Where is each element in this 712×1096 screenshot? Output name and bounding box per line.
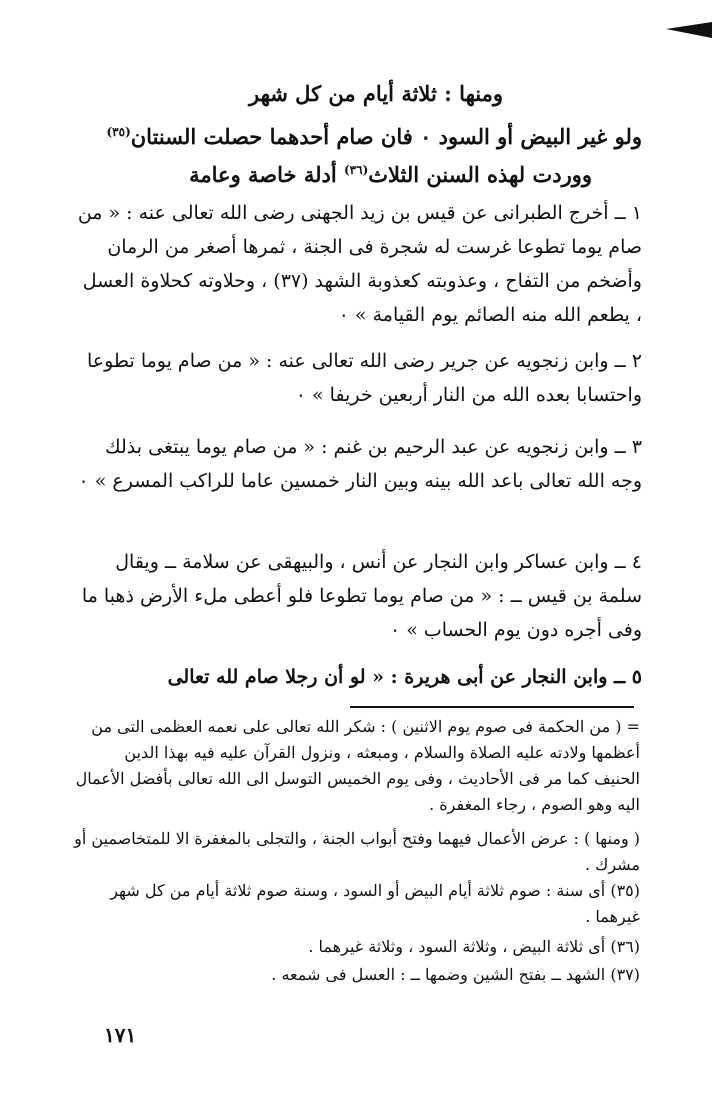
hadith-paragraph-5: ٥ ــ وابن النجار عن أبى هريرة : « لو أن رجلا صام لله تعالى bbox=[167, 666, 642, 688]
footnote-ref-35: (٣٥) bbox=[106, 125, 131, 139]
hadith-paragraph-2: ٢ ــ وابن زنجويه عن جرير رضى الله تعالى عنه : « من صام يوما تطوعا واحتسابا بعده الله من النار أربعين خريفا » ٠ bbox=[86, 350, 642, 406]
footnote-35: (٣٥) أى سنة : صوم ثلاثة أيام البيض أو السود ، وسنة صوم ثلاثة أيام من كل شهر غيرهما . bbox=[110, 881, 640, 926]
footnote-continued: = ( من الحكمة فى صوم يوم الاثنين ) : شكر الله تعالى على نعمه العظمى التى من أعظمها ولادته عليه الصلاة والسلام ، ومبعثه ، ونزول القرآن عليه فيه بهذا الدين الحنيف كما مر فى الأحاديث ، وفى يوم الخميس التوسل الى الله تعالى بأفضل الأعمال اليه وهو الصوم ، رجاء المغفرة . bbox=[75, 717, 640, 814]
footnote-wa-minha: ( ومنها ) : عرض الأعمال فيهما وفتح أبواب الجنة ، والتجلى بالمغفرة الا للمتخاصمين أو مشرك . bbox=[74, 829, 640, 874]
corner-mark bbox=[666, 22, 712, 38]
footnote-37: (٣٧) الشهد ــ بفتح الشين وضمها ــ : العسل فى شمعه . bbox=[271, 965, 640, 984]
heading-line-3-text-b: أدلة خاصة وعامة bbox=[189, 162, 337, 187]
heading-line-1: ومنها : ثلاثة أيام من كل شهر bbox=[249, 81, 503, 106]
footnote-divider bbox=[350, 706, 634, 708]
heading-line-3-text-a: ووردت لهذه السنن الثلاث bbox=[368, 162, 592, 187]
footnote-36: (٣٦) أى ثلاثة البيض ، وثلاثة السود ، وثلاثة غيرهما . bbox=[308, 937, 640, 956]
heading-line-2-text: ولو غير البيض أو السود ٠ فان صام أحدهما حصلت السنتان bbox=[130, 124, 642, 149]
heading-line-3 bbox=[100, 156, 592, 189]
heading-line-2 bbox=[70, 118, 642, 151]
page-number: ١٧١ bbox=[104, 1023, 137, 1047]
hadith-paragraph-3: ٣ ــ وابن زنجويه عن عبد الرحيم بن غنم : « من صام يوما يبتغى بذلك وجه الله تعالى باعد الله بينه وبين النار خمسين عاما للراكب المسرع » ٠ bbox=[78, 436, 642, 492]
footnote-ref-36: (٣٦) bbox=[343, 163, 369, 177]
hadith-paragraph-1: ١ ــ أخرج الطبرانى عن قيس بن زيد الجهنى رضى الله تعالى عنه : « من صام يوما تطوعا غرست له شجرة فى الجنة ، ثمرها أصغر من الرمان وأضخم من التفاح ، وعذوبته كعذوبة الشهد (٣٧) ، وحلاوته كحلاوة العسل ، يطعم الله منه الصائم يوم القيامة » ٠ bbox=[77, 202, 642, 326]
hadith-paragraph-4: ٤ ــ وابن عساكر وابن النجار عن أنس ، والبيهقى عن سلامة ــ ويقال سلمة بن قيس ــ : « من صام يوما تطوعا فلو أعطى ملء الأرض ذهبا ما وفى أجره دون يوم الحساب » ٠ bbox=[81, 551, 642, 641]
